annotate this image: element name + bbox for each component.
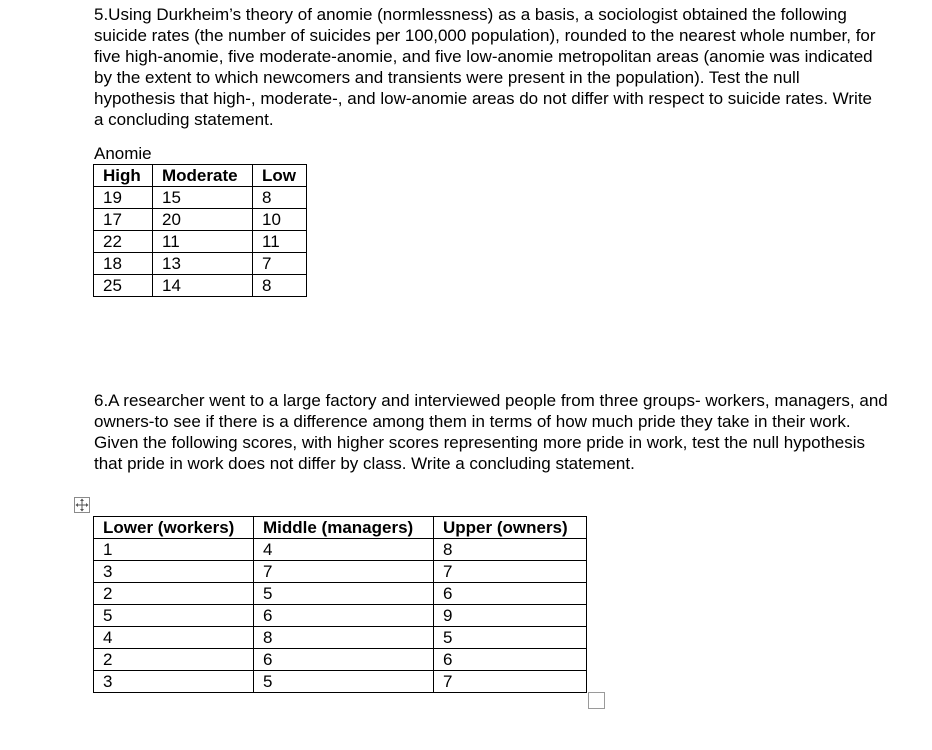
table-cell: 25: [94, 275, 153, 297]
table-cell: 7: [254, 561, 434, 583]
anomie-suicide-table: [93, 164, 307, 297]
table-cell: 3: [94, 561, 254, 583]
pride-in-work-table: [93, 516, 587, 693]
table-row: [94, 605, 587, 627]
table-row: [94, 231, 307, 253]
table-cell: 5: [434, 627, 587, 649]
resize-square-icon[interactable]: [588, 692, 605, 709]
table-cell: 6: [434, 583, 587, 605]
table-header-row: [94, 517, 587, 539]
table-cell: 4: [94, 627, 254, 649]
move-arrows-icon[interactable]: [74, 497, 90, 513]
table-row: [94, 561, 587, 583]
table-cell: 11: [153, 231, 253, 253]
table-cell: 17: [94, 209, 153, 231]
table-row: [94, 671, 587, 693]
table-row: [94, 253, 307, 275]
table-row: [94, 275, 307, 297]
table-cell: 2: [94, 583, 254, 605]
header-low: Low: [253, 165, 307, 187]
table-cell: 11: [253, 231, 307, 253]
table-header-row: [94, 165, 307, 187]
table-cell: 15: [153, 187, 253, 209]
table-cell: 6: [434, 649, 587, 671]
table-cell: 7: [434, 561, 587, 583]
table-cell: 10: [253, 209, 307, 231]
table-row: [94, 649, 587, 671]
table-cell: 9: [434, 605, 587, 627]
question-6-text: 6.A researcher went to a large factory and interviewed people from three groups- workers, managers, and owners-to see if there is a difference among them in terms of how much pride they take in their work. Given the following scores, with higher scores representing more pride in work, test the null hypothesis that pride in work does not differ by class. Write a concluding statement.: [94, 391, 888, 473]
table-cell: 5: [94, 605, 254, 627]
table-row: [94, 209, 307, 231]
header-middle-managers: Middle (managers): [254, 517, 434, 539]
table-cell: 19: [94, 187, 153, 209]
table-row: [94, 627, 587, 649]
table-row: [94, 539, 587, 561]
header-upper-owners: Upper (owners): [434, 517, 587, 539]
table-cell: 8: [253, 275, 307, 297]
header-lower-workers: Lower (workers): [94, 517, 254, 539]
table-cell: 6: [254, 605, 434, 627]
table-cell: 4: [254, 539, 434, 561]
table-cell: 8: [254, 627, 434, 649]
table-cell: 20: [153, 209, 253, 231]
header-moderate: Moderate: [153, 165, 253, 187]
anomie-table-caption: Anomie: [94, 144, 152, 163]
question-5-text: 5.Using Durkheim’s theory of anomie (normlessness) as a basis, a sociologist obtained the following suicide rates (the number of suicides per 100,000 population), rounded to the nearest whole number, for five high-anomie, five moderate-anomie, and five low-anomie metropolitan areas (anomie was indicated by the extent to which newcomers and transients were present in the population). Test the null hypothesis that high-, moderate-, and low-anomie areas do not differ with respect to suicide rates. Write a concluding statement.: [94, 5, 876, 129]
table-cell: 5: [254, 583, 434, 605]
table-cell: 8: [253, 187, 307, 209]
table-cell: 5: [254, 671, 434, 693]
table-row: [94, 583, 587, 605]
header-high: High: [94, 165, 153, 187]
table-cell: 3: [94, 671, 254, 693]
table-cell: 7: [434, 671, 587, 693]
table-cell: 2: [94, 649, 254, 671]
table-row: [94, 187, 307, 209]
table-cell: 13: [153, 253, 253, 275]
table-cell: 1: [94, 539, 254, 561]
table-cell: 7: [253, 253, 307, 275]
table-cell: 18: [94, 253, 153, 275]
table-cell: 8: [434, 539, 587, 561]
table-cell: 6: [254, 649, 434, 671]
table-cell: 22: [94, 231, 153, 253]
table-cell: 14: [153, 275, 253, 297]
